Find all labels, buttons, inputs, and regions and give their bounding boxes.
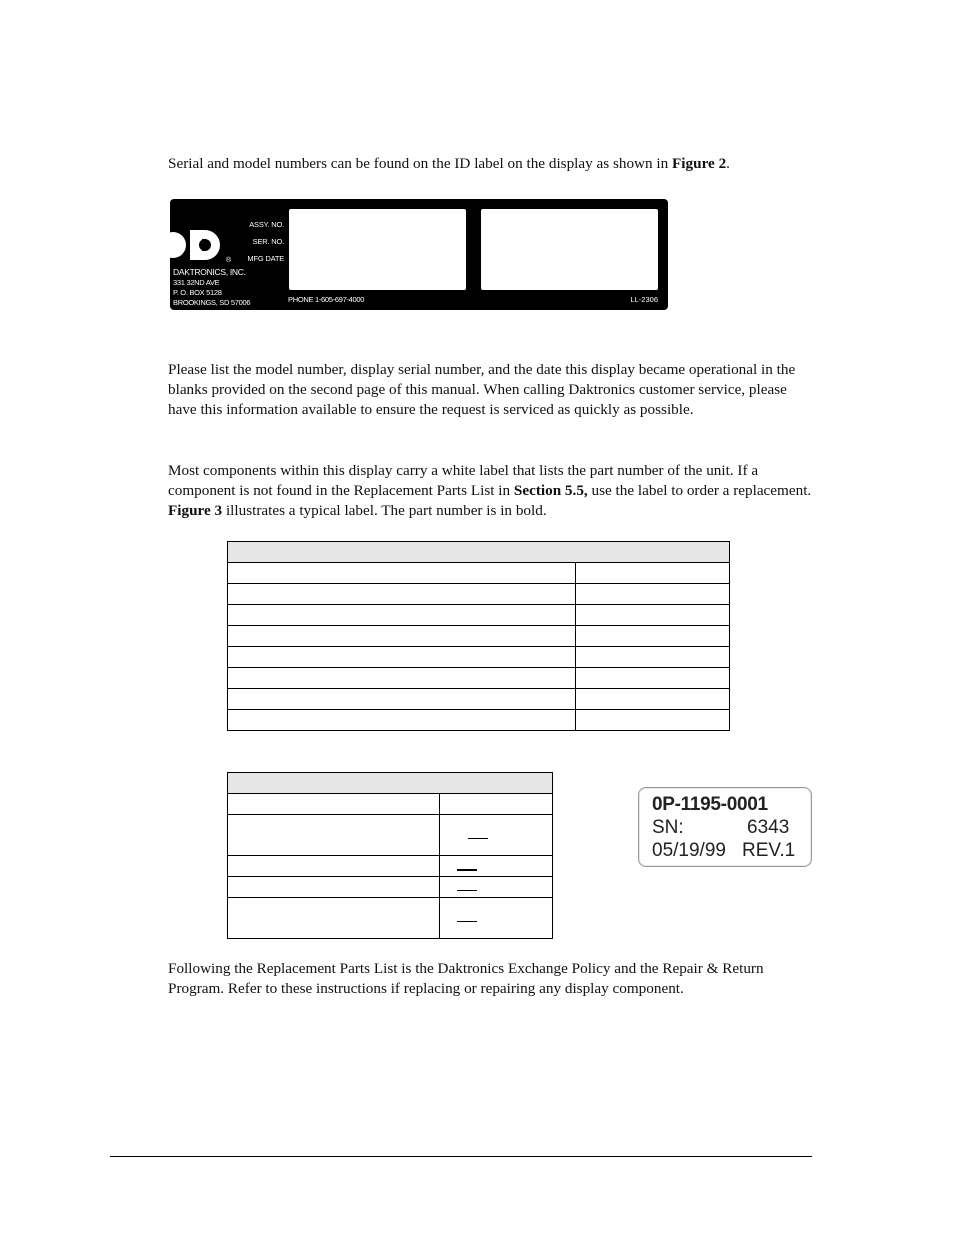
table-row <box>228 647 730 668</box>
table-row <box>228 668 730 689</box>
table-cell <box>576 584 730 605</box>
underline-mark <box>457 921 477 922</box>
table-header-row <box>228 773 553 794</box>
table-cell <box>576 668 730 689</box>
intro-paragraph <box>168 154 818 174</box>
address-line-3: BROOKINGS, SD 57006 <box>173 298 251 307</box>
table-cell <box>228 605 576 626</box>
serial-label: SN: <box>652 817 684 838</box>
company-name: DAKTRONICS, INC. <box>173 267 246 277</box>
table-row <box>228 605 730 626</box>
table-cell <box>228 815 440 856</box>
table-cell <box>228 563 576 584</box>
table-cell <box>576 710 730 731</box>
ser-no-field: SER. NO. <box>252 237 284 246</box>
blank-table-1 <box>227 541 730 731</box>
id-label-blank-box-right <box>481 209 658 290</box>
table-cell <box>440 898 553 939</box>
table-row <box>228 563 730 584</box>
para3-text-a: Most components within this display carry a white label that lists the part number of the unit. If a component is not found in the Replacement Parts List in <box>168 462 759 499</box>
address-line-1: 331 32ND AVE <box>173 278 220 287</box>
intro-text: Serial and model numbers can be found on the ID label on the display as shown in <box>168 155 673 172</box>
address-line-2: P. O. BOX 5128 <box>173 288 222 297</box>
para3-text-c: illustrates a typical label. The part number is in bold. <box>222 502 547 519</box>
serial-value: 6343 <box>747 817 790 838</box>
mfg-date-field: MFG DATE <box>247 254 284 263</box>
figure-3-ref: Figure 3 <box>168 502 223 519</box>
table-cell <box>576 689 730 710</box>
id-label-figure <box>170 199 668 310</box>
table-cell <box>440 815 553 856</box>
label-code: LL-2306 <box>630 295 658 304</box>
table-cell <box>228 647 576 668</box>
table-row <box>228 626 730 647</box>
table-cell <box>576 626 730 647</box>
id-label-blank-box-left <box>289 209 466 290</box>
info-paragraph: Please list the model number, display serial number, and the date this display became operational in the blanks provided on the second page of this manual. When calling Daktronics customer service, please have this information available to ensure the request is serviced as quickly as possible. <box>168 361 796 418</box>
table-cell <box>576 605 730 626</box>
table-cell <box>228 898 440 939</box>
table-header-row <box>228 542 730 563</box>
registered-mark: ® <box>226 257 232 264</box>
daktronics-logo-icon <box>170 227 234 263</box>
section-ref: Section 5.5, <box>513 482 588 499</box>
part-number: 0P-1195-0001 <box>652 794 768 815</box>
table-row <box>228 898 553 939</box>
figure-2-ref: Figure 2 <box>672 155 727 172</box>
table-cell <box>228 584 576 605</box>
table-cell <box>440 794 553 815</box>
label-revision: REV.1 <box>742 840 796 861</box>
table-row <box>228 689 730 710</box>
table-row <box>228 794 553 815</box>
table-cell <box>228 626 576 647</box>
footer-rule <box>110 1156 812 1157</box>
table-row <box>228 584 730 605</box>
part-label-figure <box>638 787 812 867</box>
table-header-cell <box>228 542 730 563</box>
para3-text-b: use the label to order a replacement. <box>587 482 812 499</box>
table-row <box>228 877 553 898</box>
phone-number: PHONE 1-605-697-4000 <box>288 295 365 304</box>
table-cell <box>440 877 553 898</box>
table-cell <box>440 856 553 877</box>
table-cell <box>228 668 576 689</box>
intro-end: . <box>726 155 730 172</box>
underline-mark <box>457 869 477 871</box>
table-cell <box>576 563 730 584</box>
table-row <box>228 815 553 856</box>
exchange-policy-paragraph: Following the Replacement Parts List is the Daktronics Exchange Policy and the Repair & Return Program. Refer to these instructions if replacing or repairing any display component. <box>168 960 764 997</box>
table-cell <box>228 794 440 815</box>
assy-no-field: ASSY. NO. <box>249 220 284 229</box>
table-cell <box>576 647 730 668</box>
label-date: 05/19/99 <box>652 840 726 861</box>
component-label-paragraph <box>168 461 818 521</box>
table-row <box>228 710 730 731</box>
table-cell <box>228 856 440 877</box>
table-cell <box>228 710 576 731</box>
underline-mark <box>468 838 488 839</box>
underline-mark <box>457 890 477 891</box>
table-row <box>228 856 553 877</box>
table-cell <box>228 689 576 710</box>
table-cell <box>228 877 440 898</box>
blank-table-2 <box>227 772 553 939</box>
table-header-cell <box>228 773 553 794</box>
